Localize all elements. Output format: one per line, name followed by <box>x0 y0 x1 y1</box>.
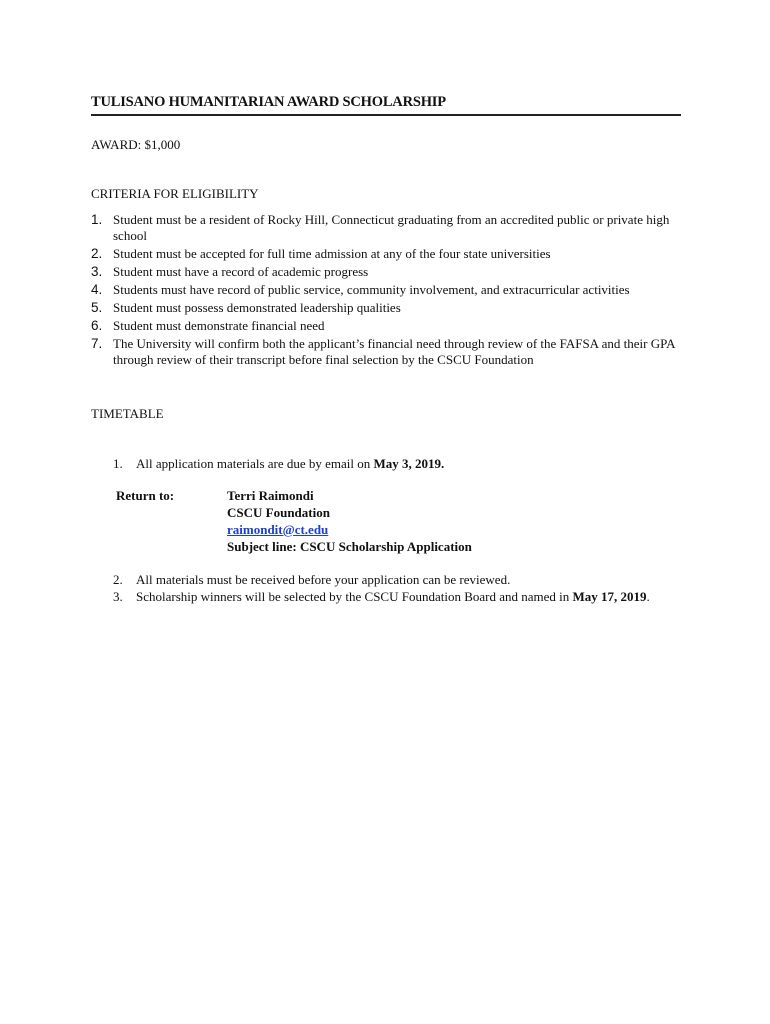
criteria-heading: CRITERIA FOR ELIGIBILITY <box>91 186 259 201</box>
timetable-list <box>91 455 681 472</box>
document-page <box>91 93 681 605</box>
contact-organization: CSCU Foundation <box>227 505 330 520</box>
criteria-item <box>91 246 681 262</box>
timetable-text: All materials must be received before your application can be reviewed. <box>136 572 511 587</box>
timetable-item <box>113 455 681 472</box>
timetable-item <box>113 588 681 605</box>
criteria-item <box>91 282 681 298</box>
timetable-text: Scholarship winners will be selected by the CSCU Foundation Board and named in <box>136 589 573 604</box>
timetable-suffix: . <box>646 589 650 604</box>
timetable-number: 2. <box>113 572 123 587</box>
criteria-number: 4. <box>91 282 103 297</box>
criteria-number: 5. <box>91 300 103 315</box>
selection-date: May 17, 2019 <box>572 589 647 604</box>
document-title: TULISANO HUMANITARIAN AWARD SCHOLARSHIP <box>91 94 446 110</box>
criteria-number: 3. <box>91 264 103 279</box>
criteria-item <box>91 300 681 316</box>
criteria-text: The University will confirm both the applicant’s financial need through review of the FAFSA and their GPA through review of their transcript before final selection by the CSCU Foundation <box>113 336 675 367</box>
return-to-label: Return to: <box>116 488 175 503</box>
award-amount: AWARD: $1,000 <box>91 137 181 152</box>
criteria-text: Student must be a resident of Rocky Hill, Connecticut graduating from an accredited public or private high school <box>113 212 670 243</box>
timetable-number: 3. <box>113 589 123 604</box>
criteria-text: Student must possess demonstrated leadership qualities <box>113 300 401 315</box>
timetable-number: 1. <box>113 456 123 471</box>
criteria-number: 2. <box>91 246 103 261</box>
contact-name: Terri Raimondi <box>227 488 314 503</box>
criteria-text: Student must demonstrate financial need <box>113 318 325 333</box>
timetable-heading: TIMETABLE <box>91 406 164 421</box>
email-subject-line: Subject line: CSCU Scholarship Application <box>227 539 472 554</box>
criteria-text: Student must have a record of academic progress <box>113 264 369 279</box>
due-date: May 3, 2019. <box>373 456 445 471</box>
criteria-item <box>91 212 681 244</box>
title-underline-rule <box>91 114 681 116</box>
timetable-list-continued <box>91 571 681 605</box>
criteria-text: Students must have record of public service, community involvement, and extracurricular activities <box>113 282 630 297</box>
return-to-block <box>91 487 681 555</box>
timetable-text: All application materials are due by email on <box>136 456 374 471</box>
contact-email-link[interactable]: raimondit@ct.edu <box>227 522 329 537</box>
criteria-list <box>91 212 681 368</box>
criteria-number: 7. <box>91 336 103 351</box>
return-to-details <box>227 487 472 555</box>
criteria-text: Student must be accepted for full time admission at any of the four state universities <box>113 246 551 261</box>
criteria-item <box>91 336 681 368</box>
criteria-number: 1. <box>91 212 103 227</box>
criteria-item <box>91 318 681 334</box>
criteria-number: 6. <box>91 318 103 333</box>
criteria-item <box>91 264 681 280</box>
timetable-item <box>113 571 681 588</box>
